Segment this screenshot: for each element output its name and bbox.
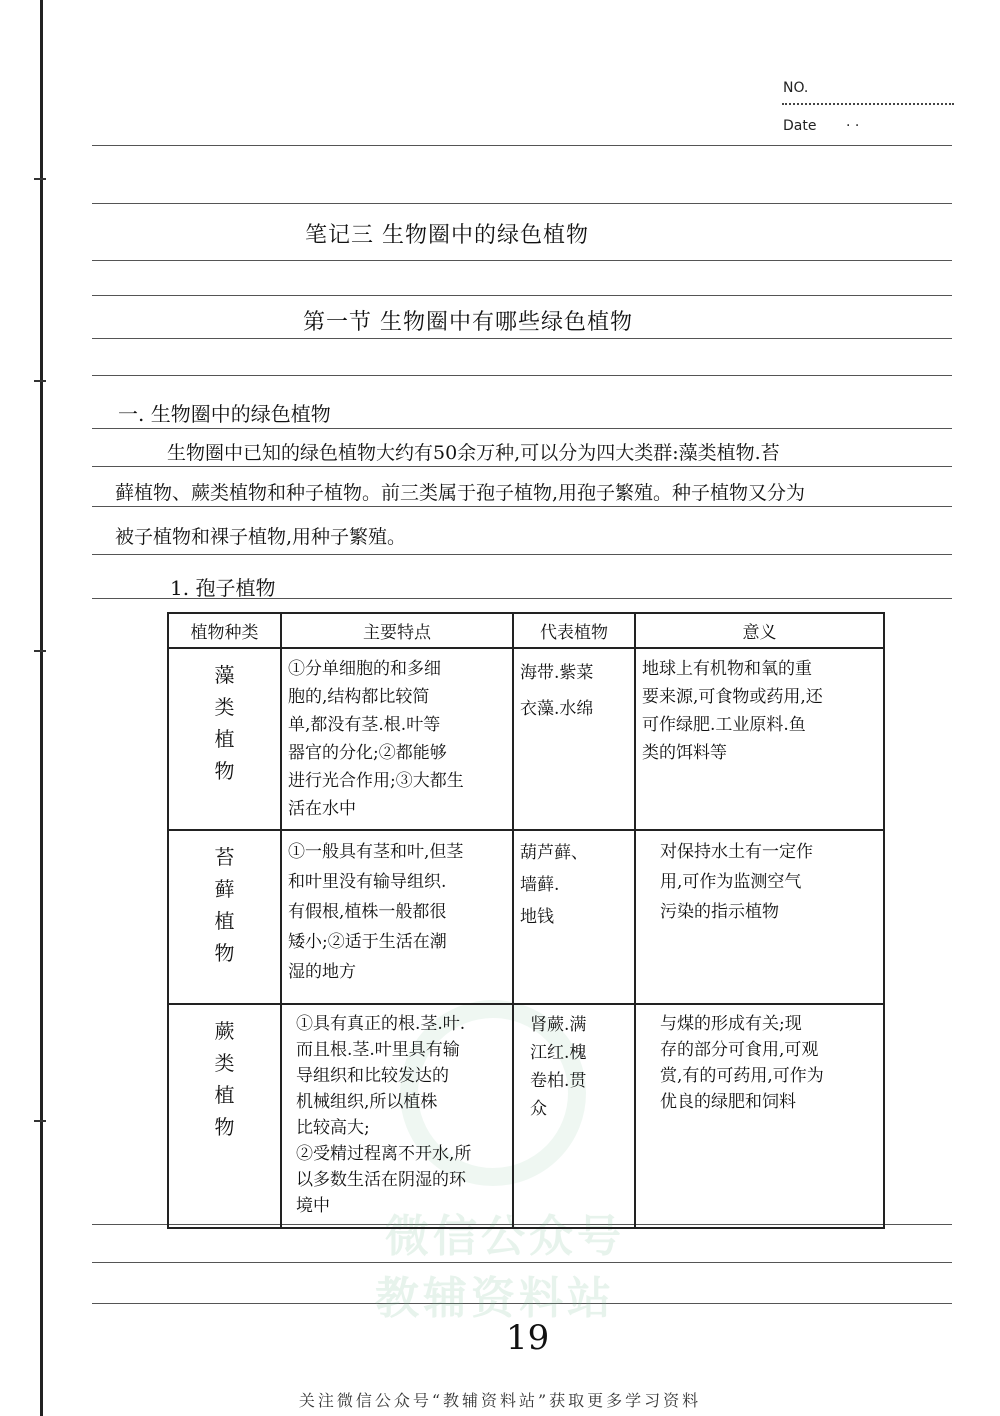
features-cell — [281, 830, 513, 1004]
example-line: 地钱 — [520, 907, 554, 927]
paragraph-line: 藓植物、蕨类植物和种子植物。前三类属于孢子植物,用孢子繁殖。种子植物又分为 — [115, 482, 806, 504]
category-char: 植 — [214, 909, 235, 933]
feature-line: 胞的,结构都比较简 — [288, 687, 430, 707]
header-dotted-line — [782, 103, 954, 105]
date-label: Date — [783, 118, 817, 134]
significance-line: 与煤的形成有关;现 — [660, 1014, 802, 1034]
feature-line: 矮小;②适于生活在潮 — [288, 932, 447, 952]
category-char: 类 — [214, 695, 235, 719]
category-cell — [168, 648, 281, 830]
category-char: 植 — [214, 1083, 235, 1107]
table-header-row — [168, 613, 884, 648]
feature-line: 和叶里没有输导组织. — [288, 872, 447, 892]
col-header-features: 主要特点 — [281, 613, 513, 648]
feature-line: ②受精过程离不开水,所 — [296, 1144, 472, 1164]
footer-note: 关注微信公众号“教辅资料站”获取更多学习资料 — [298, 1391, 702, 1410]
example-line: 肾蕨.满 — [530, 1015, 587, 1035]
feature-line: 器官的分化;②都能够 — [288, 743, 447, 763]
significance-line: 用,可作为监测空气 — [660, 872, 802, 892]
feature-line: 而且根.茎.叶里具有输 — [296, 1040, 460, 1060]
feature-line: 比较高大; — [296, 1118, 370, 1138]
category-char: 物 — [214, 941, 235, 965]
features-cell — [281, 648, 513, 830]
examples-cell — [513, 648, 635, 830]
table-row-fern — [168, 1004, 884, 1228]
spore-plants-table — [167, 612, 885, 1229]
ruled-line — [92, 203, 952, 204]
significance-cell — [635, 830, 884, 1004]
examples-cell — [513, 1004, 635, 1228]
features-cell — [281, 1004, 513, 1228]
table-row-moss — [168, 830, 884, 1004]
category-char: 蕨 — [214, 1019, 235, 1043]
intro-paragraph — [115, 438, 935, 552]
feature-line: 有假根,植株一般都很 — [288, 902, 447, 922]
category-cell — [168, 830, 281, 1004]
feature-line: 机械组织,所以植株 — [296, 1092, 438, 1112]
feature-line: 境中 — [296, 1196, 330, 1216]
significance-line: 污染的指示植物 — [660, 902, 779, 922]
watermark-line2: 教辅资料站 — [375, 1273, 615, 1324]
category-char: 物 — [214, 1115, 235, 1139]
feature-line: ①一般具有茎和叶,但茎 — [288, 842, 464, 862]
category-char: 苔 — [214, 845, 235, 869]
section-title: 第一节 生物圈中有哪些绿色植物 — [303, 310, 633, 335]
col-header-examples: 代表植物 — [513, 613, 635, 648]
example-line: 江红.槐 — [530, 1043, 587, 1063]
ruled-line — [92, 295, 952, 296]
example-line: 卷柏.贯 — [530, 1071, 587, 1091]
ruled-line — [92, 145, 952, 146]
example-line: 墙藓. — [520, 875, 560, 895]
feature-line: ①分单细胞的和多细 — [288, 659, 441, 679]
feature-line: 单,都没有茎.根.叶等 — [288, 715, 441, 735]
heading-green-plants: 一. 生物圈中的绿色植物 — [118, 402, 331, 426]
example-line: 葫芦藓、 — [520, 843, 588, 863]
significance-line: 赏,有的可药用,可作为 — [660, 1066, 824, 1086]
date-dots: · · — [846, 118, 860, 134]
feature-line: 湿的地方 — [288, 962, 356, 982]
category-char: 藻 — [214, 663, 235, 687]
category-cell — [168, 1004, 281, 1228]
paragraph-line: 被子植物和裸子植物,用种子繁殖。 — [115, 526, 407, 548]
significance-line: 要来源,可食物或药用,还 — [642, 687, 823, 707]
category-char: 藓 — [214, 877, 235, 901]
table-row-algae — [168, 648, 884, 830]
significance-line: 可作绿肥.工业原料.鱼 — [642, 715, 806, 735]
ruled-line — [92, 554, 952, 555]
col-header-significance: 意义 — [635, 613, 884, 648]
feature-line: 活在水中 — [288, 799, 356, 819]
examples-cell — [513, 830, 635, 1004]
significance-line: 类的饵料等 — [642, 743, 727, 763]
significance-line: 地球上有机物和氧的重 — [642, 659, 812, 679]
binder-tick — [34, 650, 46, 652]
watermark-line1: 微信公众号 — [385, 1211, 625, 1262]
feature-line: 导组织和比较发达的 — [296, 1066, 449, 1086]
example-line: 衣藻.水绵 — [520, 699, 594, 719]
no-label: NO. — [783, 80, 809, 96]
col-header-type: 植物种类 — [168, 613, 281, 648]
ruled-line — [92, 260, 952, 261]
binder-tick — [34, 1120, 46, 1122]
significance-line: 存的部分可食用,可观 — [660, 1040, 819, 1060]
significance-cell — [635, 1004, 884, 1228]
feature-line: ①具有真正的根.茎.叶. — [296, 1014, 466, 1034]
significance-line: 优良的绿肥和饲料 — [660, 1092, 796, 1112]
significance-line: 对保持水土有一定作 — [660, 842, 813, 862]
ruled-line — [92, 338, 952, 339]
page-title: 笔记三 生物圈中的绿色植物 — [305, 223, 589, 248]
example-line: 海带.紫菜 — [520, 663, 594, 683]
category-char: 植 — [214, 727, 235, 751]
subheading-spore-plants: 1. 孢子植物 — [170, 576, 276, 600]
feature-line: 以多数生活在阴湿的环 — [296, 1170, 466, 1190]
page-number: 19 — [506, 1318, 550, 1358]
significance-cell — [635, 648, 884, 830]
binder-line — [40, 0, 43, 1416]
binder-tick — [34, 178, 46, 180]
category-char: 类 — [214, 1051, 235, 1075]
ruled-line — [92, 375, 952, 376]
paragraph-line: 生物圈中已知的绿色植物大约有50余万种,可以分为四大类群:藻类植物.苔 — [167, 442, 780, 464]
ruled-line — [92, 428, 952, 429]
binder-tick — [34, 380, 46, 382]
category-char: 物 — [214, 759, 235, 783]
feature-line: 进行光合作用;③大都生 — [288, 771, 464, 791]
example-line: 众 — [530, 1099, 547, 1119]
